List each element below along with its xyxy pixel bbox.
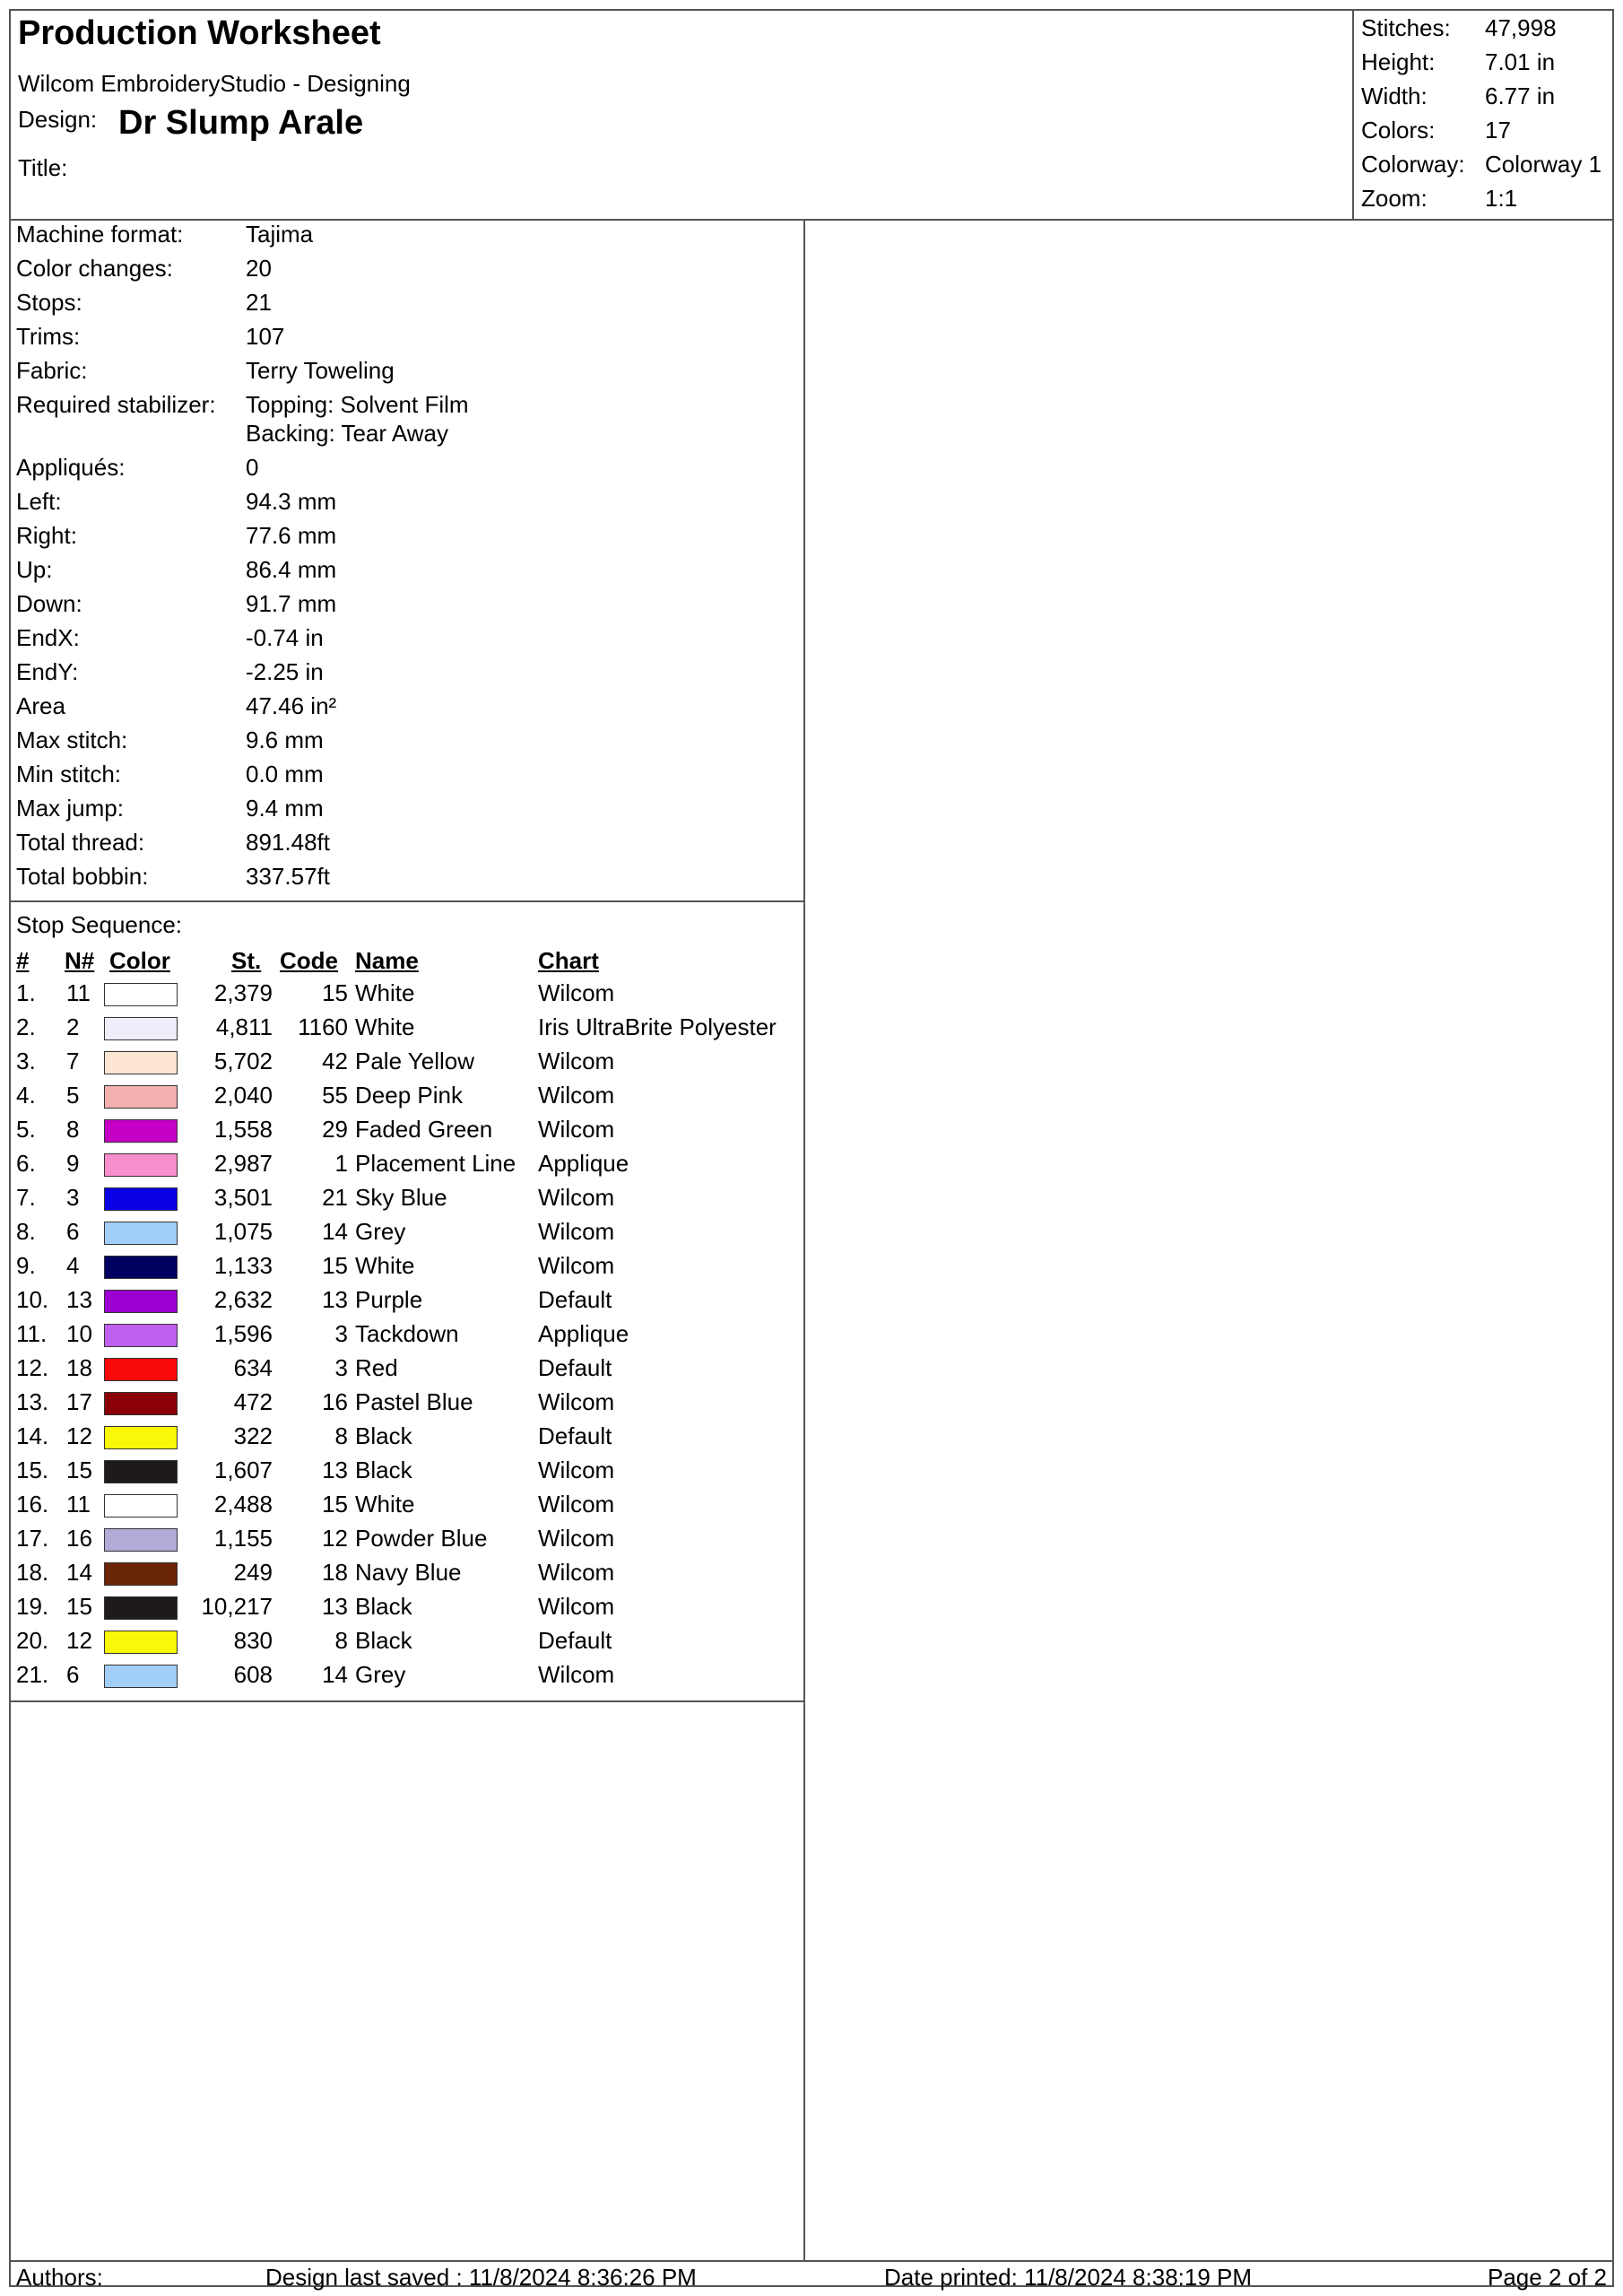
thread-name: Sky Blue xyxy=(355,1184,447,1211)
thread-chart: Wilcom xyxy=(538,1048,615,1074)
thread-chart: Wilcom xyxy=(538,1491,615,1518)
thread-name: Placement Line xyxy=(355,1150,516,1177)
color-swatch xyxy=(104,1153,178,1177)
stat-zoom: Zoom: 1:1 xyxy=(1361,185,1518,212)
needle-number: 15 xyxy=(66,1593,92,1620)
thread-chart: Default xyxy=(538,1286,612,1313)
thread-chart: Wilcom xyxy=(538,1457,615,1483)
thread-code: 8 xyxy=(334,1627,348,1654)
table-row xyxy=(11,1286,803,1320)
table-row xyxy=(11,1627,803,1661)
worksheet-footer xyxy=(11,2260,1612,2291)
thread-name: Grey xyxy=(355,1661,406,1688)
thread-chart: Wilcom xyxy=(538,1661,615,1688)
stitch-count: 5,702 xyxy=(213,1048,273,1074)
table-row xyxy=(11,1320,803,1354)
color-swatch xyxy=(104,1494,178,1518)
thread-name: Black xyxy=(355,1593,412,1620)
table-row xyxy=(11,1218,803,1252)
footer-last-saved: Design last saved : 11/8/2024 8:36:26 PM xyxy=(265,2264,697,2291)
color-swatch xyxy=(104,1051,178,1074)
row-number: 6. xyxy=(16,1150,36,1177)
thread-code: 14 xyxy=(322,1218,348,1245)
stitch-count: 830 xyxy=(233,1627,273,1654)
table-row xyxy=(11,1661,803,1695)
needle-number: 11 xyxy=(66,1491,91,1518)
thread-name: White xyxy=(355,1491,415,1518)
thread-chart: Wilcom xyxy=(538,979,615,1006)
needle-number: 17 xyxy=(66,1388,92,1415)
stitch-count: 1,075 xyxy=(213,1218,273,1245)
needle-number: 3 xyxy=(66,1184,80,1211)
thread-code: 15 xyxy=(322,979,348,1006)
thread-chart: Wilcom xyxy=(538,1593,615,1620)
footer-date-printed: Date printed: 11/8/2024 8:38:19 PM xyxy=(884,2264,1253,2291)
thread-code: 8 xyxy=(334,1422,348,1449)
needle-number: 7 xyxy=(66,1048,80,1074)
color-swatch xyxy=(104,983,178,1006)
footer-authors: Authors: xyxy=(16,2264,103,2291)
thread-name: Pale Yellow xyxy=(355,1048,474,1074)
row-number: 8. xyxy=(16,1218,36,1245)
stitch-count: 2,379 xyxy=(213,979,273,1006)
row-number: 2. xyxy=(16,1013,36,1040)
color-swatch xyxy=(104,1290,178,1313)
thread-chart: Wilcom xyxy=(538,1184,615,1211)
stat-height: Height: 7.01 in xyxy=(1361,48,1556,75)
thread-chart: Applique xyxy=(538,1320,629,1347)
table-row xyxy=(11,1116,803,1150)
stitch-count: 1,155 xyxy=(213,1525,273,1552)
stop-sequence-title: Stop Sequence: xyxy=(16,911,183,938)
row-number: 16. xyxy=(16,1491,49,1518)
col-header-stitches: St. xyxy=(231,947,262,974)
thread-code: 14 xyxy=(322,1661,348,1688)
color-swatch xyxy=(104,1392,178,1415)
stitch-count: 2,040 xyxy=(213,1082,273,1109)
stitch-count: 2,632 xyxy=(213,1286,273,1313)
table-row xyxy=(11,1013,803,1048)
table-row xyxy=(11,1525,803,1559)
thread-chart: Default xyxy=(538,1354,612,1381)
table-row xyxy=(11,1457,803,1491)
color-swatch xyxy=(104,1358,178,1381)
row-number: 21. xyxy=(16,1661,49,1688)
color-swatch xyxy=(104,1631,178,1654)
stitch-count: 249 xyxy=(233,1559,273,1586)
section-divider xyxy=(11,1700,803,1702)
details-column: Machine format: Tajima Color changes: 20 Stops: 21 Trims: 107 Fabric: Terry Toweling Required stabilizer: Topping: Solvent Film Backing: Tear Away Appliqués: 0 Left: 94.3 mm Right: 77.6 mm Up: 86.4 mm Down: 91.7 mm EndX: -0.74 in EndY: -2.25 in Area 47.46 in² Max stitch: 9.6 mm Min stitch: 0.0 mm Max jump: 9.4 mm Total thread: 891.48ft Total bobbin: 337.57ft Stop Sequence: # N# Color St. Code Name Chart 1. 11 2,379 15 White Wilcom 2. 2 4,811 1160 White Iris UltraBrite Polyester 3. 7 5,702 42 Pale Yellow Wilcom 4. 5 2,040 55 Deep Pink Wilcom 5. 8 1,558 29 Faded Green Wilcom 6. 9 2,987 1 Placement Line Applique 7. 3 3,501 21 Sky Blue Wilcom 8. 6 1,075 14 Grey Wilcom 9. 4 1,133 15 White Wilcom 10. 13 2,632 13 Purple Default 11. 10 1,596 3 Tackdown Applique 12. 18 634 3 Red Default 13. 17 472 16 Pastel Blue Wilcom 14. 12 322 8 Black Default 15. 15 1,607 13 Black Wilcom 16. 11 2,488 15 White Wilcom 17. 16 1,155 12 Powder Blue Wilcom 18. 14 249 18 Navy Blue Wilcom 19. 15 10,217 13 Black Wilcom 20. 12 830 8 Black Default 21. 6 608 14 Grey Wilcom xyxy=(11,219,805,2260)
thread-code: 13 xyxy=(322,1593,348,1620)
page-title: Production Worksheet xyxy=(18,14,381,52)
worksheet-frame xyxy=(9,9,1614,2291)
row-number: 15. xyxy=(16,1457,49,1483)
row-number: 11. xyxy=(16,1320,48,1347)
thread-chart: Iris UltraBrite Polyester xyxy=(538,1013,777,1040)
stitch-count: 608 xyxy=(233,1661,273,1688)
stat-colors: Colors: 17 xyxy=(1361,117,1511,144)
needle-number: 8 xyxy=(66,1116,80,1143)
color-swatch xyxy=(104,1562,178,1586)
thread-chart: Wilcom xyxy=(538,1388,615,1415)
thread-code: 29 xyxy=(322,1116,348,1143)
thread-name: White xyxy=(355,979,415,1006)
needle-number: 18 xyxy=(66,1354,92,1381)
col-header-name: Name xyxy=(355,947,419,974)
stitch-count: 10,217 xyxy=(201,1593,273,1620)
thread-name: White xyxy=(355,1252,415,1279)
color-swatch xyxy=(104,1665,178,1688)
thread-name: Black xyxy=(355,1457,412,1483)
table-row xyxy=(11,979,803,1013)
thread-name: Powder Blue xyxy=(355,1525,488,1552)
thread-name: White xyxy=(355,1013,415,1040)
row-number: 13. xyxy=(16,1388,49,1415)
needle-number: 6 xyxy=(66,1661,80,1688)
header-title-block xyxy=(18,11,1345,219)
color-swatch xyxy=(104,1256,178,1279)
table-row xyxy=(11,1388,803,1422)
needle-number: 15 xyxy=(66,1457,92,1483)
thread-code: 42 xyxy=(322,1048,348,1074)
stat-colorway: Colorway: Colorway 1 xyxy=(1361,151,1602,178)
row-number: 19. xyxy=(16,1593,49,1620)
row-number: 4. xyxy=(16,1082,36,1109)
needle-number: 12 xyxy=(66,1422,92,1449)
table-row xyxy=(11,1048,803,1082)
thread-chart: Wilcom xyxy=(538,1082,615,1109)
stitch-count: 1,133 xyxy=(213,1252,273,1279)
needle-number: 2 xyxy=(66,1013,80,1040)
stitch-count: 1,558 xyxy=(213,1116,273,1143)
table-row xyxy=(11,1422,803,1457)
table-row xyxy=(11,1491,803,1525)
row-number: 14. xyxy=(16,1422,49,1449)
design-stats-panel xyxy=(1352,11,1614,219)
color-swatch xyxy=(104,1187,178,1211)
table-row xyxy=(11,1252,803,1286)
needle-number: 10 xyxy=(66,1320,92,1347)
thread-name: Navy Blue xyxy=(355,1559,462,1586)
footer-page-number: Page 2 of 2 xyxy=(1488,2264,1607,2291)
stat-stitches: Stitches: 47,998 xyxy=(1361,14,1557,41)
color-swatch xyxy=(104,1324,178,1347)
thread-code: 13 xyxy=(322,1286,348,1313)
row-number: 7. xyxy=(16,1184,36,1211)
needle-number: 11 xyxy=(66,979,91,1006)
color-swatch xyxy=(104,1222,178,1245)
table-row xyxy=(11,1082,803,1116)
thread-name: Pastel Blue xyxy=(355,1388,473,1415)
stat-width: Width: 6.77 in xyxy=(1361,83,1556,109)
thread-code: 15 xyxy=(322,1491,348,1518)
table-row xyxy=(11,1184,803,1218)
col-header-chart: Chart xyxy=(538,947,599,974)
needle-number: 14 xyxy=(66,1559,92,1586)
table-row xyxy=(11,1150,803,1184)
stitch-count: 322 xyxy=(233,1422,273,1449)
color-swatch xyxy=(104,1426,178,1449)
col-header-code: Code xyxy=(280,947,338,974)
needle-number: 12 xyxy=(66,1627,92,1654)
stitch-count: 3,501 xyxy=(213,1184,273,1211)
col-header-num: # xyxy=(16,947,30,974)
color-swatch xyxy=(104,1528,178,1552)
worksheet-header xyxy=(11,11,1612,221)
row-number: 18. xyxy=(16,1559,49,1586)
thread-chart: Applique xyxy=(538,1150,629,1177)
row-number: 3. xyxy=(16,1048,36,1074)
row-number: 1. xyxy=(16,979,36,1006)
software-name: Wilcom EmbroideryStudio - Designing xyxy=(18,70,411,97)
thread-chart: Default xyxy=(538,1627,612,1654)
table-row xyxy=(11,1559,803,1593)
thread-code: 3 xyxy=(334,1320,348,1347)
thread-chart: Wilcom xyxy=(538,1252,615,1279)
stitch-count: 1,596 xyxy=(213,1320,273,1347)
color-swatch xyxy=(104,1085,178,1109)
thread-chart: Default xyxy=(538,1422,612,1449)
section-divider xyxy=(11,900,803,902)
thread-chart: Wilcom xyxy=(538,1525,615,1552)
thread-code: 18 xyxy=(322,1559,348,1586)
stitch-count: 2,488 xyxy=(213,1491,273,1518)
needle-number: 5 xyxy=(66,1082,80,1109)
row-number: 10. xyxy=(16,1286,49,1313)
stitch-count: 472 xyxy=(233,1388,273,1415)
thread-name: Red xyxy=(355,1354,398,1381)
row-number: 5. xyxy=(16,1116,36,1143)
stitch-count: 634 xyxy=(233,1354,273,1381)
thread-name: Tackdown xyxy=(355,1320,459,1347)
row-number: 12. xyxy=(16,1354,49,1381)
thread-code: 3 xyxy=(334,1354,348,1381)
row-number: 9. xyxy=(16,1252,36,1279)
thread-code: 1160 xyxy=(298,1013,348,1040)
design-label: Design: xyxy=(18,106,98,133)
table-row xyxy=(11,1354,803,1388)
thread-code: 21 xyxy=(322,1184,348,1211)
color-swatch xyxy=(104,1460,178,1483)
col-header-needle: N# xyxy=(65,947,95,974)
needle-number: 13 xyxy=(66,1286,92,1313)
row-number: 20. xyxy=(16,1627,49,1654)
thread-name: Black xyxy=(355,1422,412,1449)
thread-name: Faded Green xyxy=(355,1116,493,1143)
table-row xyxy=(11,1593,803,1627)
stitch-count: 1,607 xyxy=(213,1457,273,1483)
needle-number: 9 xyxy=(66,1150,80,1177)
needle-number: 6 xyxy=(66,1218,80,1245)
thread-name: Black xyxy=(355,1627,412,1654)
thread-chart: Wilcom xyxy=(538,1218,615,1245)
row-number: 17. xyxy=(16,1525,49,1552)
color-swatch xyxy=(104,1119,178,1143)
thread-code: 16 xyxy=(322,1388,348,1415)
needle-number: 16 xyxy=(66,1525,92,1552)
thread-code: 12 xyxy=(322,1525,348,1552)
thread-chart: Wilcom xyxy=(538,1116,615,1143)
design-name: Dr Slump Arale xyxy=(118,104,364,142)
stitch-count: 4,811 xyxy=(215,1013,273,1040)
thread-code: 15 xyxy=(322,1252,348,1279)
title-label: Title: xyxy=(18,154,68,181)
thread-code: 55 xyxy=(322,1082,348,1109)
stitch-count: 2,987 xyxy=(213,1150,273,1177)
thread-code: 1 xyxy=(334,1150,348,1177)
needle-number: 4 xyxy=(66,1252,80,1279)
thread-code: 13 xyxy=(322,1457,348,1483)
thread-name: Deep Pink xyxy=(355,1082,463,1109)
col-header-color: Color xyxy=(109,947,170,974)
thread-name: Grey xyxy=(355,1218,406,1245)
thread-chart: Wilcom xyxy=(538,1559,615,1586)
color-swatch xyxy=(104,1596,178,1620)
color-swatch xyxy=(104,1017,178,1040)
thread-name: Purple xyxy=(355,1286,423,1313)
